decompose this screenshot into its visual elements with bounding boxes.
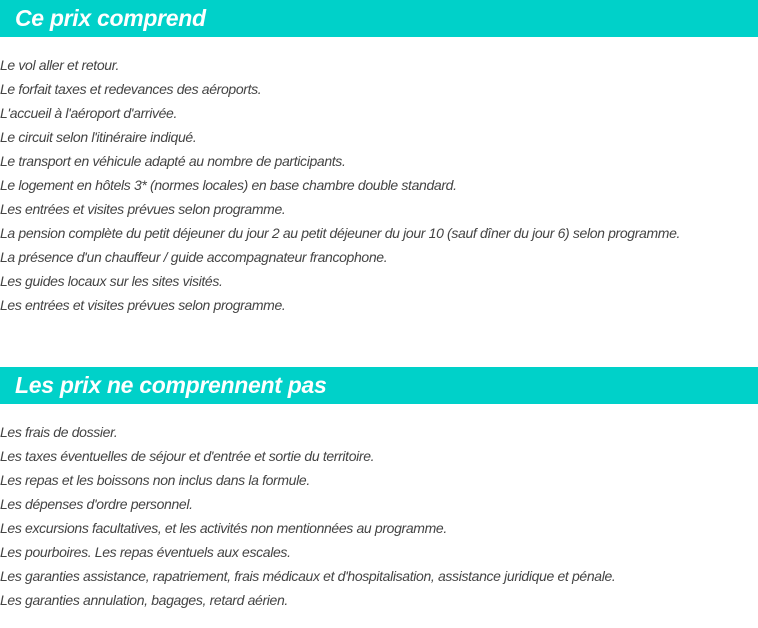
included-title: Ce prix comprend: [15, 5, 206, 31]
list-item: Les garanties annulation, bagages, retard aérien.: [0, 592, 288, 608]
list-item: Les excursions facultatives, et les activités non mentionnées au programme.: [0, 520, 447, 536]
list-item: Les entrées et visites prévues selon programme.: [0, 201, 286, 217]
excluded-title: Les prix ne comprennent pas: [15, 372, 327, 398]
list-item: Les entrées et visites prévues selon programme.: [0, 297, 286, 313]
list-item: La présence d'un chauffeur / guide accompagnateur francophone.: [0, 249, 388, 265]
excluded-list: [0, 420, 615, 612]
list-item: Le forfait taxes et redevances des aéroports.: [0, 81, 262, 97]
list-item: Les pourboires. Les repas éventuels aux escales.: [0, 544, 291, 560]
list-item: L'accueil à l'aéroport d'arrivée.: [0, 105, 178, 121]
included-header: [0, 0, 758, 37]
list-item: Les repas et les boissons non inclus dans la formule.: [0, 472, 310, 488]
list-item: Le vol aller et retour.: [0, 57, 120, 73]
list-item: Les garanties assistance, rapatriement, frais médicaux et d'hospitalisation, assistance juridique et pénale.: [0, 568, 616, 584]
list-item: Les guides locaux sur les sites visités.: [0, 273, 223, 289]
list-item: Les frais de dossier.: [0, 424, 118, 440]
list-item: Le transport en véhicule adapté au nombre de participants.: [0, 153, 346, 169]
excluded-header: [0, 367, 758, 404]
list-item: Le logement en hôtels 3* (normes locales) en base chambre double standard.: [0, 177, 457, 193]
included-list: [0, 53, 680, 317]
list-item: La pension complète du petit déjeuner du jour 2 au petit déjeuner du jour 10 (sauf dîner du jour 6) selon programme.: [0, 225, 681, 241]
list-item: Les dépenses d'ordre personnel.: [0, 496, 193, 512]
list-item: Les taxes éventuelles de séjour et d'entrée et sortie du territoire.: [0, 448, 375, 464]
list-item: Le circuit selon l'itinéraire indiqué.: [0, 129, 197, 145]
